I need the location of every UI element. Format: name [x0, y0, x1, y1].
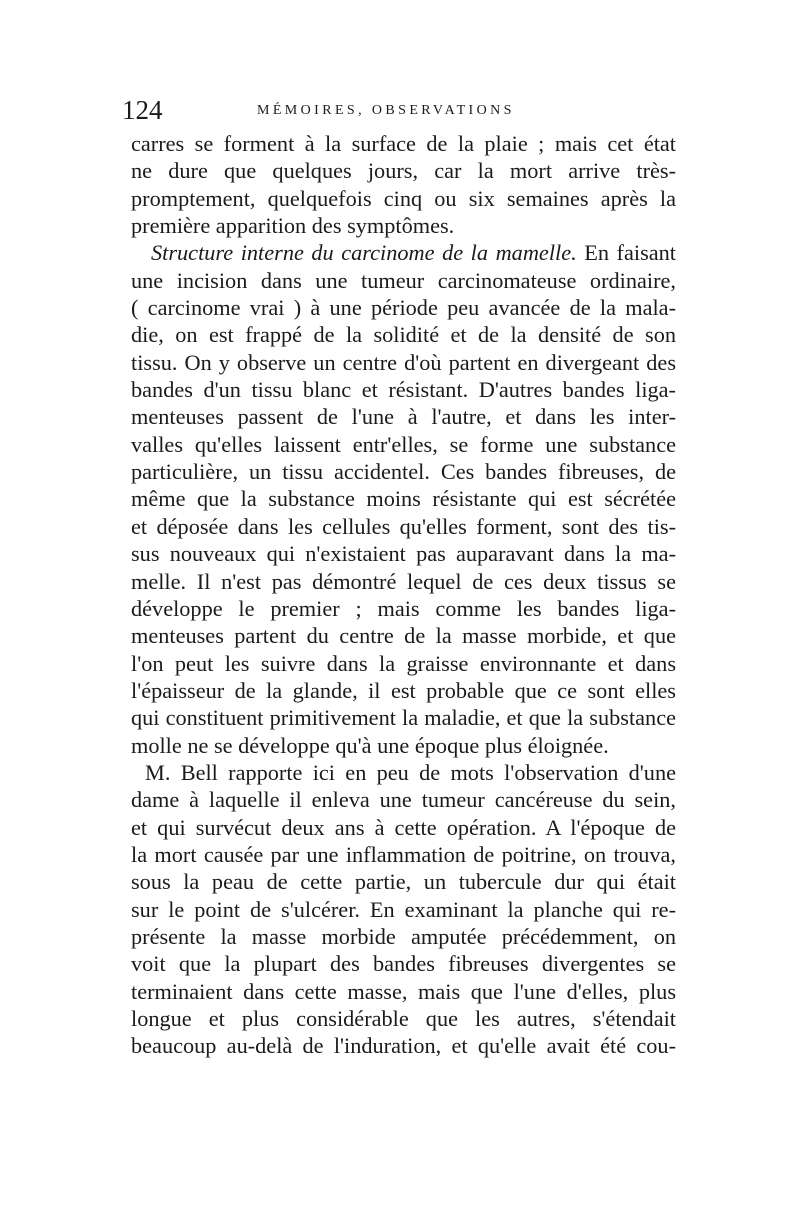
text-line: développe le premier ; mais comme les bandes liga-	[131, 595, 676, 621]
page-header	[122, 95, 674, 125]
text-line: et qui survécut deux ans à cette opération. A l'époque de	[131, 814, 676, 840]
section-heading-continuation: En faisant	[576, 240, 676, 266]
text-line: molle ne se développe qu'à une époque plus éloignée.	[131, 732, 609, 758]
page-number: 124	[122, 95, 163, 125]
text-line: tissu. On y observe un centre d'où partent en divergeant des	[131, 349, 676, 375]
running-title: MÉMOIRES, OBSERVATIONS	[257, 103, 515, 118]
text-line: beaucoup au-delà de l'induration, et qu'elle avait été cou-	[131, 1033, 676, 1059]
text-line: sur le point de s'ulcérer. En examinant la planche qui re-	[131, 896, 676, 922]
text-line: melle. Il n'est pas démontré lequel de ces deux tissus se	[131, 568, 676, 594]
text-line: M. Bell rapporte ici en peu de mots l'observation d'une	[145, 759, 676, 785]
text-line: l'on peut les suivre dans la graisse environnante et dans	[131, 650, 676, 676]
text-line: promptement, quelquefois cinq ou six semaines après la	[131, 185, 676, 211]
text-line: l'épaisseur de la glande, il est probable que ce sont elles	[131, 677, 676, 703]
section-heading-line	[131, 239, 676, 266]
text-line: même que la substance moins résistante qui est sécrétée	[131, 486, 676, 512]
text-line: carres se forment à la surface de la plaie ; mais cet état	[131, 131, 676, 156]
text-line: menteuses partent du centre de la masse morbide, et que	[131, 623, 676, 649]
text-line: sus nouveaux qui n'existaient pas auparavant dans la ma-	[131, 541, 676, 567]
text-line: particulière, un tissu accidentel. Ces bandes fibreuses, de	[131, 459, 676, 485]
text-line: la mort causée par une inflammation de poitrine, on trouva,	[131, 841, 676, 867]
text-line: ne dure que quelques jours, car la mort arrive très-	[131, 158, 676, 184]
text-line: qui constituent primitivement la maladie, et que la substance	[131, 705, 676, 731]
text-line: présente la masse morbide amputée précédemment, on	[131, 923, 676, 949]
text-line: bandes d'un tissu blanc et résistant. D'autres bandes liga-	[131, 377, 676, 403]
text-line: die, on est frappé de la solidité et de la densité de son	[131, 322, 676, 348]
text-line: longue et plus considérable que les autres, s'étendait	[131, 1006, 676, 1031]
text-line: sous la peau de cette partie, un tubercule dur qui était	[131, 869, 676, 895]
text-line: voit que la plupart des bandes fibreuses divergentes se	[131, 951, 676, 977]
text-line: une incision dans une tumeur carcinomateuse ordinaire,	[131, 267, 676, 293]
text-line: première apparition des symptômes.	[131, 213, 455, 239]
section-heading: Structure interne du carcinome de la mamelle.	[151, 240, 577, 266]
text-line: menteuses passent de l'une à l'autre, et dans les inter-	[131, 404, 676, 430]
text-line: et déposée dans les cellules qu'elles forment, sont des tis-	[131, 513, 676, 539]
text-line: dame à laquelle il enleva une tumeur cancéreuse du sein,	[131, 787, 676, 813]
text-line: ( carcinome vrai ) à une période peu avancée de la mala-	[131, 295, 676, 321]
text-line: valles qu'elles laissent entr'elles, se forme une substance	[131, 431, 676, 457]
body-text	[131, 130, 676, 1060]
text-line: terminaient dans cette masse, mais que l'une d'elles, plus	[131, 978, 676, 1004]
